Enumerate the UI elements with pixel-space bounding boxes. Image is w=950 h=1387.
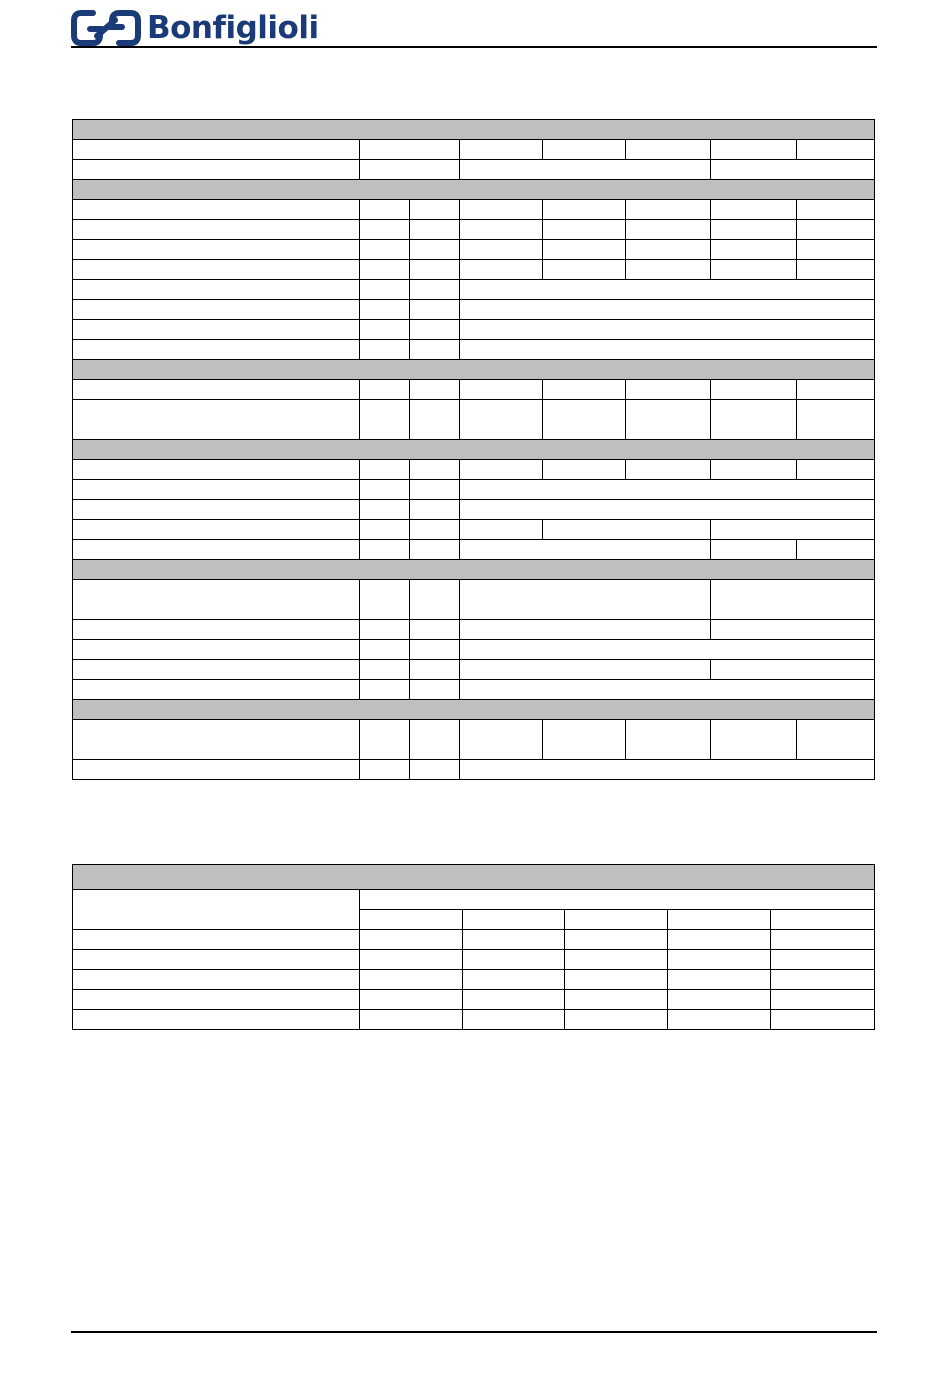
- table-row: [73, 220, 875, 240]
- table-row: [73, 680, 875, 700]
- table-row: [73, 540, 875, 560]
- table-row: [73, 660, 875, 680]
- table-row: [73, 620, 875, 640]
- technical-data-table: [72, 119, 875, 780]
- table-row: [73, 320, 875, 340]
- table-row: [73, 990, 875, 1010]
- table-row: [73, 340, 875, 360]
- section-header-row: [73, 180, 875, 200]
- brand-name: Bonfiglioli: [147, 10, 319, 46]
- table-row: [73, 240, 875, 260]
- section-header-row: [73, 865, 875, 890]
- table-row: [73, 480, 875, 500]
- footer-rule: [71, 1331, 877, 1333]
- table-row: [73, 500, 875, 520]
- table-row: [73, 280, 875, 300]
- section-header-row: [73, 360, 875, 380]
- table-row: [73, 460, 875, 480]
- secondary-data-table: [72, 864, 875, 1030]
- table-row: [73, 520, 875, 540]
- table-row: [73, 950, 875, 970]
- table-row: [73, 640, 875, 660]
- section-header-row: [73, 700, 875, 720]
- table-row: [73, 580, 875, 620]
- table-row: [73, 760, 875, 780]
- table-row: [73, 970, 875, 990]
- table-row: [73, 260, 875, 280]
- table-row: [73, 380, 875, 400]
- table-row: [73, 720, 875, 760]
- brand-logo: [71, 9, 319, 47]
- table-row: [73, 400, 875, 440]
- header-rule: [71, 46, 877, 48]
- table-header-row: [73, 890, 875, 910]
- table-row: [73, 160, 875, 180]
- table-row: [73, 930, 875, 950]
- bonfiglioli-logo-icon: [71, 9, 141, 47]
- table-row: [73, 300, 875, 320]
- section-header-row: [73, 120, 875, 140]
- table-row: [73, 1010, 875, 1030]
- table-row: [73, 140, 875, 160]
- table-row: [73, 200, 875, 220]
- section-header-row: [73, 440, 875, 460]
- section-header-row: [73, 560, 875, 580]
